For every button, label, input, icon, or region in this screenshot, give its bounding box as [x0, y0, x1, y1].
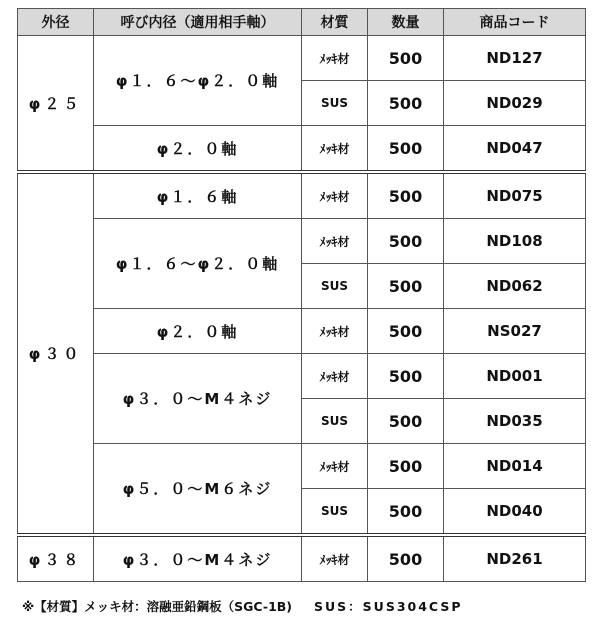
- inner-diameter-cell: φ３．０～M４ネジ: [94, 535, 302, 582]
- material-cell: SUS: [302, 81, 368, 126]
- material-cell: ﾒｯｷ材: [302, 219, 368, 264]
- header-quantity: 数量: [368, 9, 444, 36]
- spec-table: [17, 8, 586, 582]
- inner-diameter-cell: φ１．６～φ２．０軸: [94, 36, 302, 126]
- product-code-cell: ND014: [444, 444, 586, 489]
- inner-diameter-cell: φ２．０軸: [94, 309, 302, 354]
- product-code-cell: ND108: [444, 219, 586, 264]
- product-code-cell: NS027: [444, 309, 586, 354]
- product-code-cell: ND261: [444, 535, 586, 582]
- quantity-cell: 500: [368, 126, 444, 173]
- table-row: [18, 36, 586, 81]
- outer-diameter-cell: φ３０: [18, 172, 94, 535]
- material-cell: ﾒｯｷ材: [302, 172, 368, 219]
- material-cell: ﾒｯｷ材: [302, 309, 368, 354]
- table-body: [18, 36, 586, 582]
- quantity-cell: 500: [368, 219, 444, 264]
- table-row: [18, 444, 586, 489]
- product-code-cell: ND040: [444, 489, 586, 536]
- outer-diameter-cell: φ２５: [18, 36, 94, 173]
- quantity-cell: 500: [368, 36, 444, 81]
- inner-diameter-cell: φ１．６軸: [94, 172, 302, 219]
- material-cell: ﾒｯｷ材: [302, 354, 368, 399]
- quantity-cell: 500: [368, 172, 444, 219]
- table-row: [18, 535, 586, 582]
- header-row: [18, 9, 586, 36]
- product-code-cell: ND029: [444, 81, 586, 126]
- table-row: [18, 219, 586, 264]
- quantity-cell: 500: [368, 309, 444, 354]
- quantity-cell: 500: [368, 444, 444, 489]
- footnote-plating: ※【材質】メッキ材：溶融亜鉛鋼板（SGC-1B): [22, 599, 293, 614]
- table-row: [18, 354, 586, 399]
- quantity-cell: 500: [368, 399, 444, 444]
- material-cell: ﾒｯｷ材: [302, 126, 368, 173]
- material-cell: ﾒｯｷ材: [302, 36, 368, 81]
- material-cell: SUS: [302, 489, 368, 536]
- product-code-cell: ND127: [444, 36, 586, 81]
- quantity-cell: 500: [368, 81, 444, 126]
- product-code-cell: ND001: [444, 354, 586, 399]
- quantity-cell: 500: [368, 489, 444, 536]
- footnote: [22, 597, 463, 615]
- inner-diameter-cell: φ３．０～M４ネジ: [94, 354, 302, 444]
- outer-diameter-cell: φ３８: [18, 535, 94, 582]
- quantity-cell: 500: [368, 354, 444, 399]
- material-cell: SUS: [302, 399, 368, 444]
- inner-diameter-cell: φ２．０軸: [94, 126, 302, 173]
- header-outer-diameter: 外径: [18, 9, 94, 36]
- header-inner-diameter: 呼び内径（適用相手軸）: [94, 9, 302, 36]
- material-cell: SUS: [302, 264, 368, 309]
- table-row: [18, 309, 586, 354]
- table-row: [18, 172, 586, 219]
- product-code-cell: ND075: [444, 172, 586, 219]
- material-cell: ﾒｯｷ材: [302, 444, 368, 489]
- material-cell: ﾒｯｷ材: [302, 535, 368, 582]
- header-material: 材質: [302, 9, 368, 36]
- spec-table-container: [17, 8, 586, 582]
- table-row: [18, 126, 586, 173]
- header-product-code: 商品コード: [444, 9, 586, 36]
- footnote-sus: SUS：SUS304CSP: [314, 599, 463, 614]
- inner-diameter-cell: φ５．０～M６ネジ: [94, 444, 302, 536]
- quantity-cell: 500: [368, 264, 444, 309]
- inner-diameter-cell: φ１．６～φ２．０軸: [94, 219, 302, 309]
- product-code-cell: ND047: [444, 126, 586, 173]
- product-code-cell: ND035: [444, 399, 586, 444]
- quantity-cell: 500: [368, 535, 444, 582]
- product-code-cell: ND062: [444, 264, 586, 309]
